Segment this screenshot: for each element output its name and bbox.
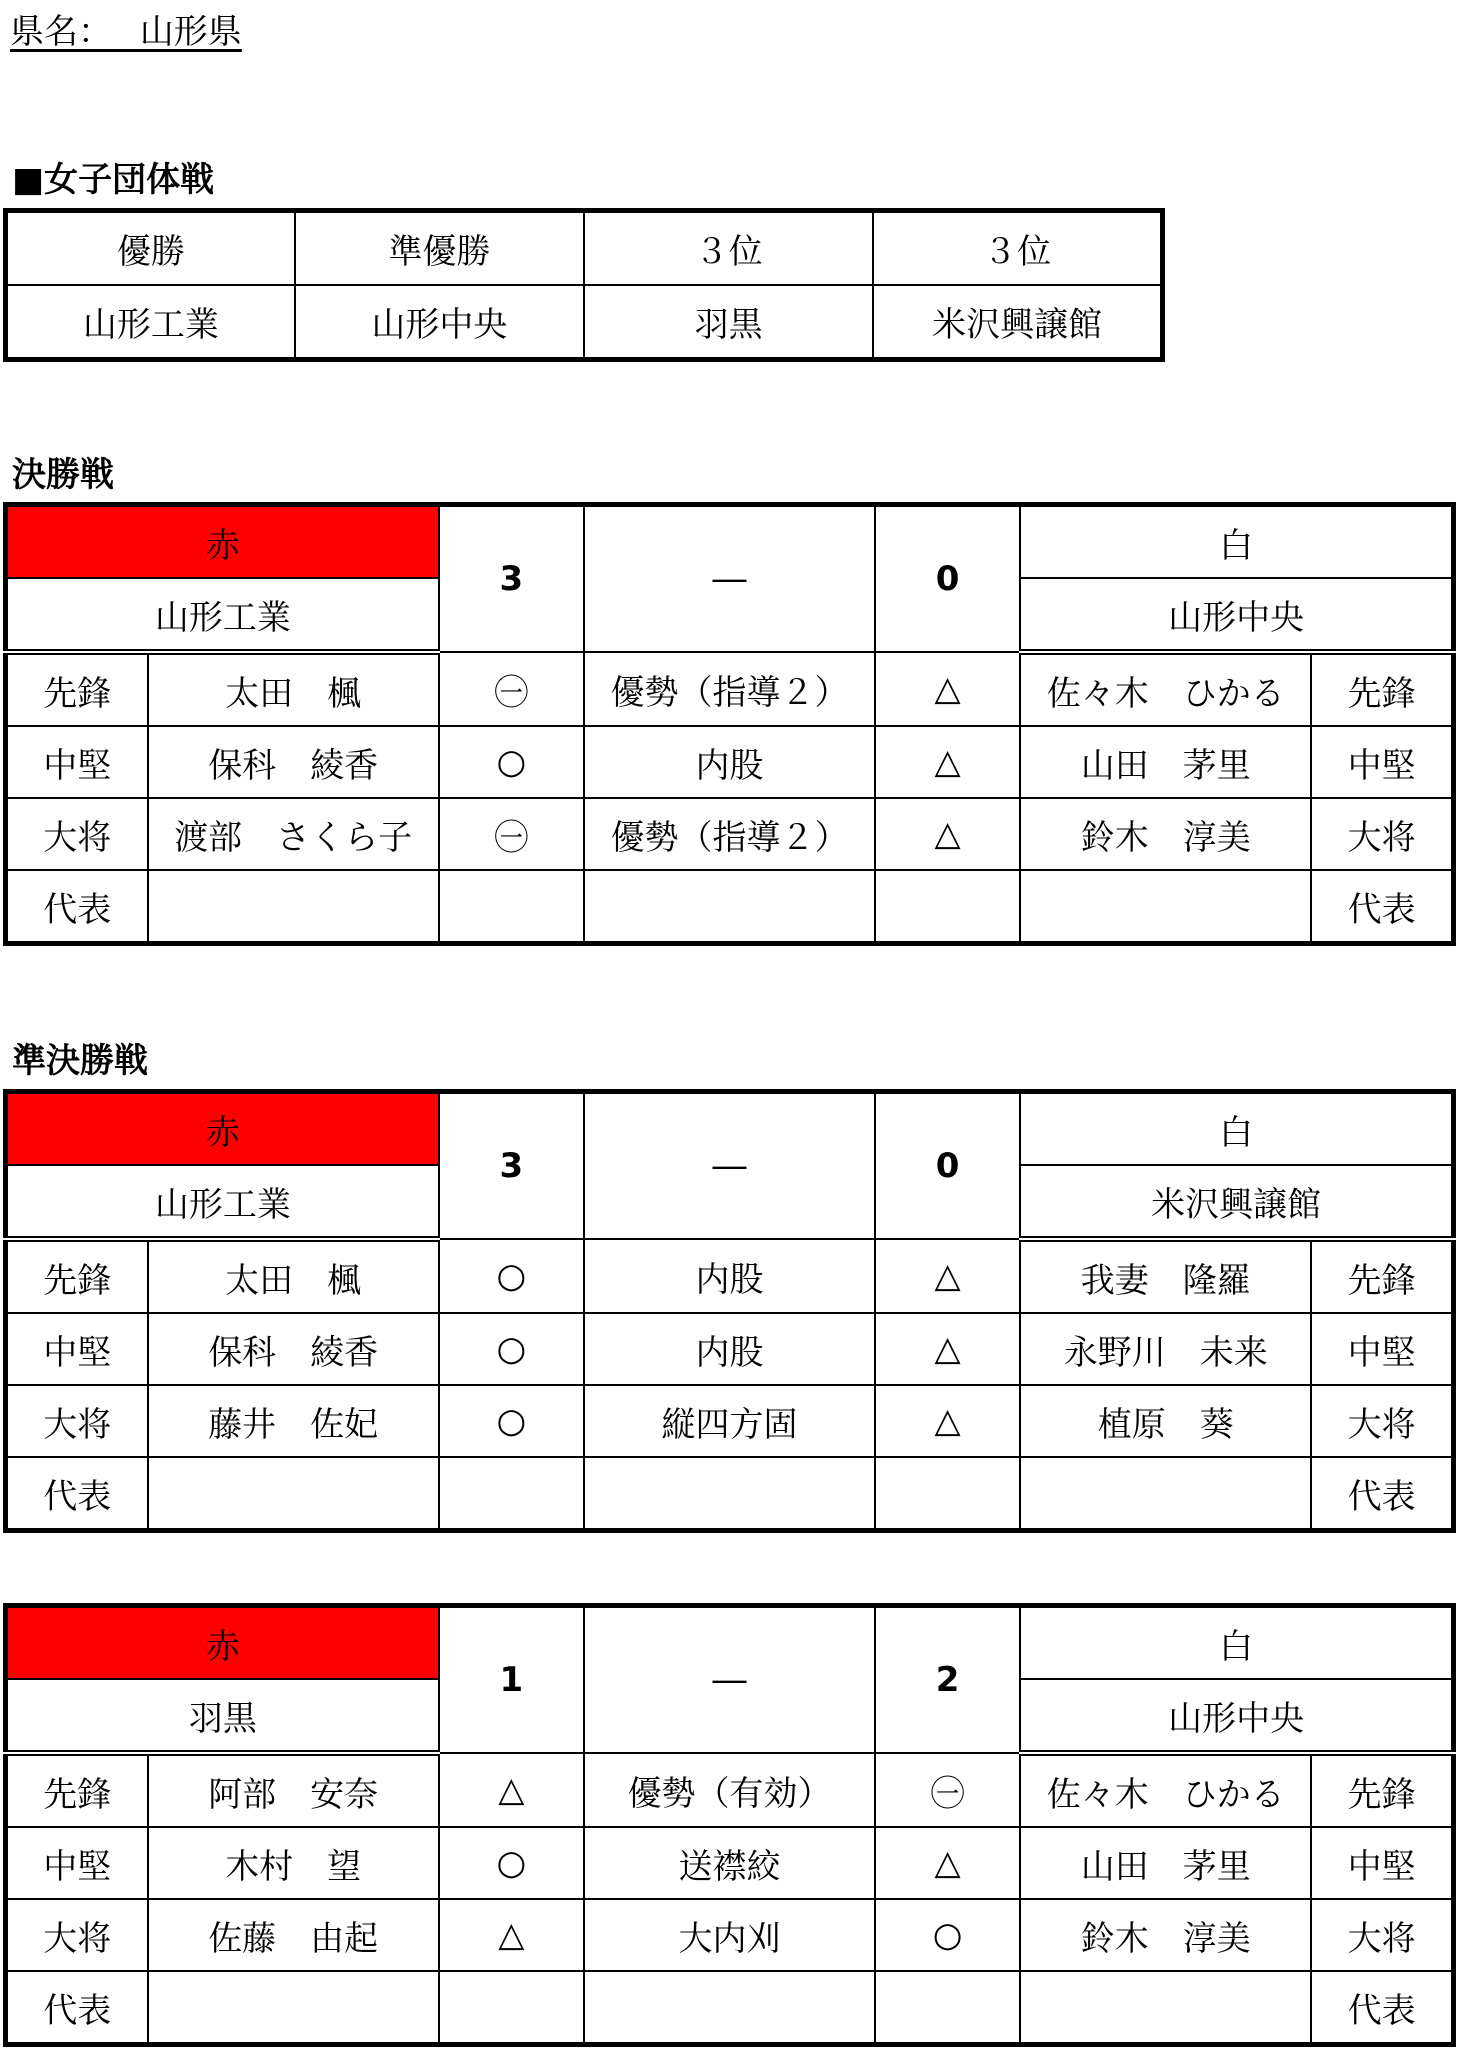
winning-technique bbox=[584, 870, 875, 944]
white-player-name: 我妻 隆羅 bbox=[1020, 1239, 1311, 1313]
white-result-mark: △ bbox=[875, 798, 1020, 870]
white-position: 中堅 bbox=[1311, 1313, 1453, 1385]
score-dash: ― bbox=[584, 1606, 875, 1754]
red-result-mark: △ bbox=[439, 1753, 584, 1827]
score-dash: ― bbox=[584, 1092, 875, 1240]
red-position: 先鋒 bbox=[6, 1753, 148, 1827]
semifinal-2-table bbox=[3, 1603, 1456, 2047]
white-player-name: 鈴木 淳美 bbox=[1020, 798, 1311, 870]
white-player-name: 佐々木 ひかる bbox=[1020, 1753, 1311, 1827]
red-position: 代表 bbox=[6, 870, 148, 944]
red-player-name: 太田 楓 bbox=[148, 1239, 439, 1313]
summary-team-row bbox=[6, 285, 1163, 360]
white-result-mark: △ bbox=[875, 1385, 1020, 1457]
red-result-mark bbox=[439, 870, 584, 944]
white-position: 代表 bbox=[1311, 1971, 1453, 2045]
final-title: 決勝戦 bbox=[12, 455, 114, 495]
white-result-mark: △ bbox=[875, 652, 1020, 726]
white-position: 先鋒 bbox=[1311, 1753, 1453, 1827]
section-title: ■女子団体戦 bbox=[12, 160, 215, 200]
semifinal-title: 準決勝戦 bbox=[12, 1041, 148, 1081]
white-player-name bbox=[1020, 1457, 1311, 1531]
white-position: 大将 bbox=[1311, 798, 1453, 870]
white-position: 先鋒 bbox=[1311, 652, 1453, 726]
red-position: 大将 bbox=[6, 798, 148, 870]
white-player-name bbox=[1020, 1971, 1311, 2045]
bout-row bbox=[6, 726, 1454, 798]
summary-team-cell: 山形工業 bbox=[6, 285, 295, 360]
white-position: 大将 bbox=[1311, 1385, 1453, 1457]
red-player-name: 保科 綾香 bbox=[148, 726, 439, 798]
summary-header-row bbox=[6, 211, 1163, 286]
team-label-row bbox=[6, 1092, 1454, 1166]
red-player-name bbox=[148, 870, 439, 944]
white-position: 代表 bbox=[1311, 1457, 1453, 1531]
white-player-name: 鈴木 淳美 bbox=[1020, 1899, 1311, 1971]
white-player-name: 山田 茅里 bbox=[1020, 1827, 1311, 1899]
red-side-label: 赤 bbox=[6, 1606, 439, 1680]
red-player-name: 木村 望 bbox=[148, 1827, 439, 1899]
team-label-row bbox=[6, 1606, 1454, 1680]
winning-technique: 内股 bbox=[584, 1239, 875, 1313]
red-position: 大将 bbox=[6, 1385, 148, 1457]
semifinal-1-table bbox=[3, 1089, 1456, 1533]
red-position: 中堅 bbox=[6, 726, 148, 798]
white-position: 代表 bbox=[1311, 870, 1453, 944]
white-result-mark: ㊀ bbox=[875, 1753, 1020, 1827]
summary-team-cell: 山形中央 bbox=[295, 285, 584, 360]
winning-technique bbox=[584, 1971, 875, 2045]
red-player-name: 太田 楓 bbox=[148, 652, 439, 726]
team-label-row bbox=[6, 505, 1454, 579]
white-player-name bbox=[1020, 870, 1311, 944]
red-position: 先鋒 bbox=[6, 1239, 148, 1313]
winning-technique: 内股 bbox=[584, 726, 875, 798]
winning-technique: 優勢（指導２） bbox=[584, 798, 875, 870]
bout-row bbox=[6, 1457, 1454, 1531]
summary-header-cell: ３位 bbox=[584, 211, 873, 286]
white-score: 0 bbox=[875, 505, 1020, 653]
bout-row bbox=[6, 1385, 1454, 1457]
bout-row bbox=[6, 1971, 1454, 2045]
summary-team-cell: 米沢興譲館 bbox=[873, 285, 1162, 360]
winning-technique bbox=[584, 1457, 875, 1531]
white-player-name: 山田 茅里 bbox=[1020, 726, 1311, 798]
red-side-label: 赤 bbox=[6, 1092, 439, 1166]
red-result-mark: ㊀ bbox=[439, 652, 584, 726]
white-score: 0 bbox=[875, 1092, 1020, 1240]
white-team-name: 米沢興譲館 bbox=[1020, 1165, 1453, 1239]
red-player-name: 渡部 さくら子 bbox=[148, 798, 439, 870]
red-position: 大将 bbox=[6, 1899, 148, 1971]
bout-row bbox=[6, 652, 1454, 726]
red-position: 先鋒 bbox=[6, 652, 148, 726]
white-side-label: 白 bbox=[1020, 1092, 1453, 1166]
bout-row bbox=[6, 1313, 1454, 1385]
white-player-name: 植原 葵 bbox=[1020, 1385, 1311, 1457]
winning-technique: 送襟絞 bbox=[584, 1827, 875, 1899]
white-side-label: 白 bbox=[1020, 1606, 1453, 1680]
red-result-mark: ㊀ bbox=[439, 798, 584, 870]
red-result-mark bbox=[439, 1971, 584, 2045]
summary-team-cell: 羽黒 bbox=[584, 285, 873, 360]
winning-technique: 優勢（有効） bbox=[584, 1753, 875, 1827]
red-player-name bbox=[148, 1971, 439, 2045]
winning-technique: 縦四方固 bbox=[584, 1385, 875, 1457]
winning-technique: 優勢（指導２） bbox=[584, 652, 875, 726]
white-result-mark bbox=[875, 1457, 1020, 1531]
bout-row bbox=[6, 870, 1454, 944]
red-team-name: 山形工業 bbox=[6, 1165, 439, 1239]
red-side-label: 赤 bbox=[6, 505, 439, 579]
summary-header-cell: 準優勝 bbox=[295, 211, 584, 286]
red-team-name: 羽黒 bbox=[6, 1679, 439, 1753]
red-player-name: 佐藤 由起 bbox=[148, 1899, 439, 1971]
summary-header-cell: ３位 bbox=[873, 211, 1162, 286]
red-result-mark: ○ bbox=[439, 726, 584, 798]
white-result-mark: △ bbox=[875, 726, 1020, 798]
white-result-mark bbox=[875, 870, 1020, 944]
red-result-mark: ○ bbox=[439, 1827, 584, 1899]
bout-row bbox=[6, 1239, 1454, 1313]
red-result-mark bbox=[439, 1457, 584, 1531]
white-score: 2 bbox=[875, 1606, 1020, 1754]
red-result-mark: ○ bbox=[439, 1239, 584, 1313]
white-team-name: 山形中央 bbox=[1020, 1679, 1453, 1753]
red-score: 3 bbox=[439, 1092, 584, 1240]
red-team-name: 山形工業 bbox=[6, 578, 439, 652]
white-position: 大将 bbox=[1311, 1899, 1453, 1971]
red-score: 3 bbox=[439, 505, 584, 653]
winning-technique: 大内刈 bbox=[584, 1899, 875, 1971]
red-position: 代表 bbox=[6, 1457, 148, 1531]
white-player-name: 佐々木 ひかる bbox=[1020, 652, 1311, 726]
red-position: 中堅 bbox=[6, 1313, 148, 1385]
red-position: 代表 bbox=[6, 1971, 148, 2045]
red-result-mark: △ bbox=[439, 1899, 584, 1971]
white-team-name: 山形中央 bbox=[1020, 578, 1453, 652]
bout-row bbox=[6, 1753, 1454, 1827]
white-result-mark: △ bbox=[875, 1239, 1020, 1313]
prefecture-label: 県名： 山形県 bbox=[10, 12, 242, 52]
final-table bbox=[3, 502, 1456, 946]
white-position: 中堅 bbox=[1311, 726, 1453, 798]
white-position: 先鋒 bbox=[1311, 1239, 1453, 1313]
white-side-label: 白 bbox=[1020, 505, 1453, 579]
results-summary-table bbox=[3, 208, 1165, 362]
white-result-mark: △ bbox=[875, 1313, 1020, 1385]
red-score: 1 bbox=[439, 1606, 584, 1754]
red-player-name: 阿部 安奈 bbox=[148, 1753, 439, 1827]
white-player-name: 永野川 未来 bbox=[1020, 1313, 1311, 1385]
white-result-mark: ○ bbox=[875, 1899, 1020, 1971]
winning-technique: 内股 bbox=[584, 1313, 875, 1385]
bout-row bbox=[6, 1827, 1454, 1899]
red-player-name: 保科 綾香 bbox=[148, 1313, 439, 1385]
red-player-name bbox=[148, 1457, 439, 1531]
score-dash: ― bbox=[584, 505, 875, 653]
white-result-mark: △ bbox=[875, 1827, 1020, 1899]
summary-header-cell: 優勝 bbox=[6, 211, 295, 286]
white-result-mark bbox=[875, 1971, 1020, 2045]
red-position: 中堅 bbox=[6, 1827, 148, 1899]
red-result-mark: ○ bbox=[439, 1385, 584, 1457]
red-player-name: 藤井 佐妃 bbox=[148, 1385, 439, 1457]
bout-row bbox=[6, 798, 1454, 870]
bout-row bbox=[6, 1899, 1454, 1971]
white-position: 中堅 bbox=[1311, 1827, 1453, 1899]
red-result-mark: ○ bbox=[439, 1313, 584, 1385]
